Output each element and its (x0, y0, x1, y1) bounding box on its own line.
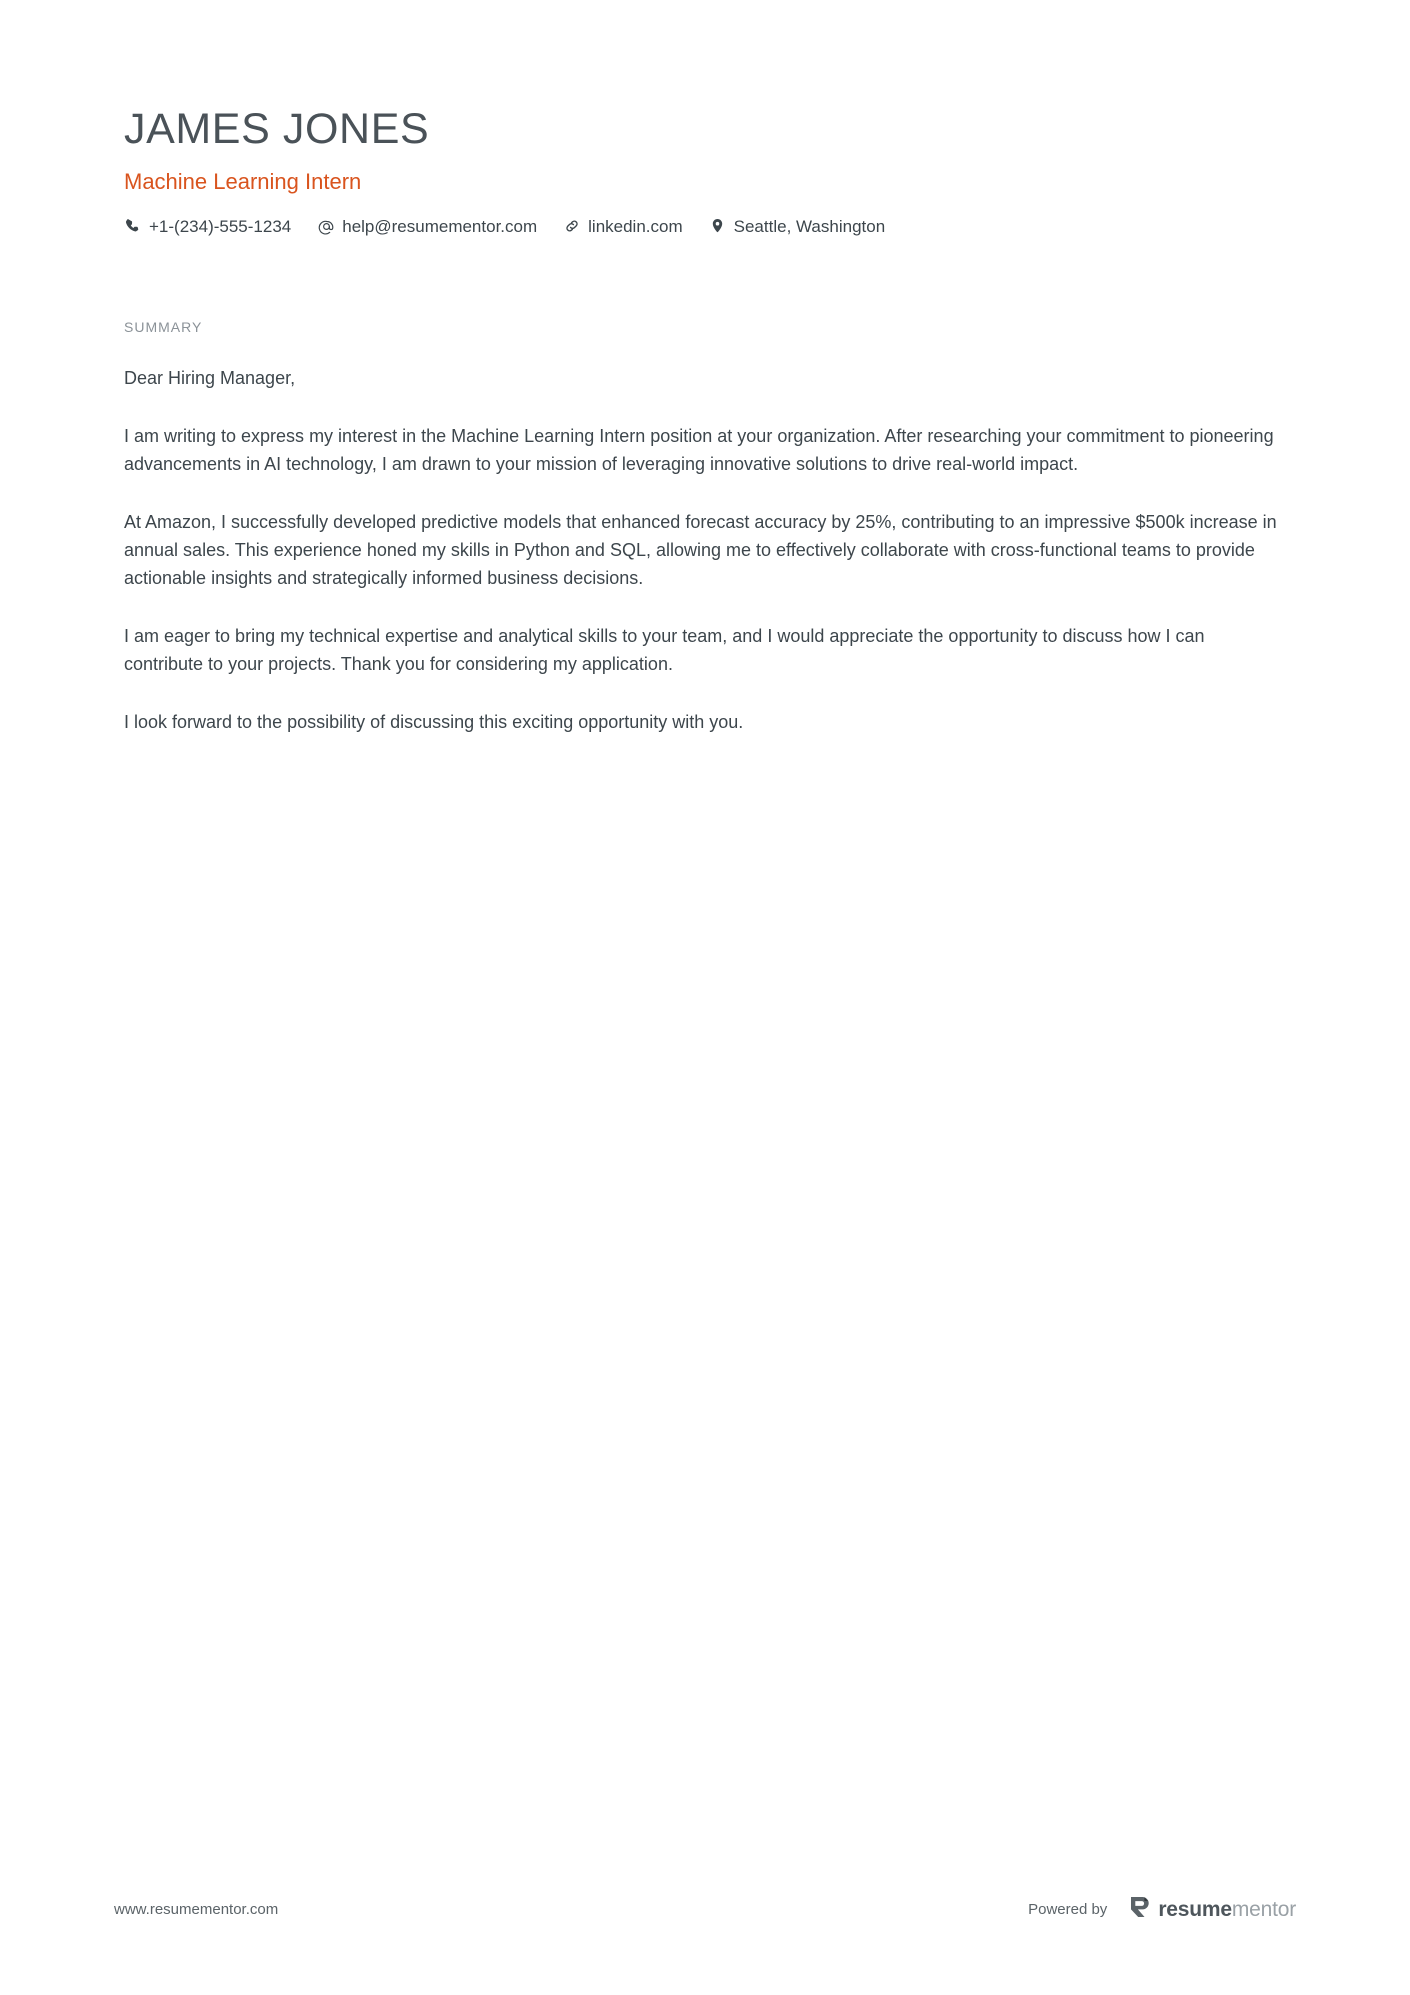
contact-phone[interactable] (124, 217, 291, 235)
footer-branding (1028, 1895, 1296, 1923)
contact-location (709, 217, 886, 235)
contact-phone-text: +1-(234)-555-1234 (149, 216, 292, 236)
contact-link-text: linkedin.com (588, 216, 683, 236)
contact-link[interactable] (563, 217, 683, 235)
page-footer (114, 1895, 1296, 1923)
footer-website-url[interactable]: www.resumementor.com (114, 1900, 279, 1918)
page-title: JAMES JONES (124, 105, 430, 153)
link-icon (563, 217, 581, 235)
resumementor-logo-icon (1129, 1895, 1151, 1923)
letter-paragraph: I look forward to the possibility of discussing this exciting opportunity with you. (124, 711, 744, 732)
powered-by-label: Powered by (1028, 1900, 1108, 1918)
section-label-summary: SUMMARY (124, 319, 203, 336)
resumementor-logo[interactable] (1129, 1895, 1296, 1923)
letter-content (124, 105, 1286, 736)
phone-icon (124, 217, 142, 235)
letter-paragraph: I am writing to express my interest in the Machine Learning Intern position at your organization. After researching your commitment to pioneering advancements in AI technology, I am drawn to your mission of leveraging innovative solutions to drive real-world impact. (124, 426, 1274, 475)
contact-email[interactable] (317, 217, 537, 235)
email-icon (317, 217, 335, 235)
letter-paragraph: I am eager to bring my technical expertise and analytical skills to your team, and I would appreciate the opportunity to discuss how I can contribute to your projects. Thank you for considering my application. (124, 625, 1205, 674)
resumementor-wordmark (1158, 1899, 1296, 1920)
salutation: Dear Hiring Manager, (124, 368, 296, 389)
letter-paragraph: At Amazon, I successfully developed predictive models that enhanced forecast accuracy by 25%, contributing to an impressive $500k increase in annual sales. This experience honed my skills in Python and SQL, allowing me to effectively collaborate with cross-functional teams to provide actionable insights and strategically informed business decisions. (124, 512, 1277, 588)
brand-light-part: mentor (1231, 1897, 1296, 1921)
contact-row (124, 217, 1286, 235)
job-title: Machine Learning Intern (124, 169, 362, 194)
brand-bold-part: resume (1158, 1897, 1232, 1921)
contact-location-text: Seattle, Washington (733, 216, 886, 236)
location-pin-icon (709, 217, 727, 235)
summary-section (124, 319, 1286, 736)
contact-email-text: help@resumementor.com (342, 216, 538, 236)
